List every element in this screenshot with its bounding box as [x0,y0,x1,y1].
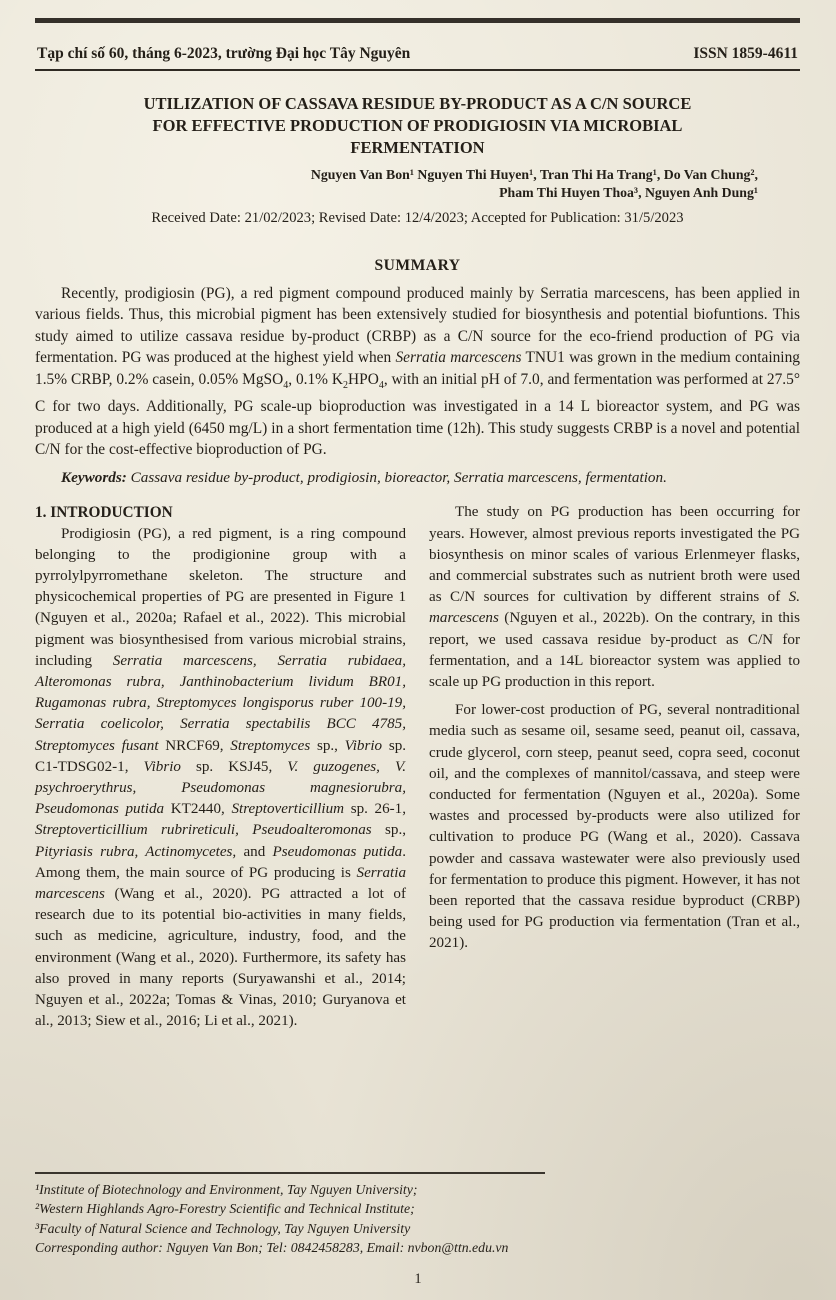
manuscript-dates: Received Date: 21/02/2023; Revised Date: 12/4/2023; Accepted for Publication: 31/5/2023 [151,210,684,226]
footnote-affiliation-3: ³Faculty of Natural Science and Technology, Tay Nguyen University [35,1220,411,1236]
summary-paragraph: Recently, prodigiosin (PG), a red pigment compound produced mainly by Serratia marcescens, has been applied in various fields. Thus, this microbial pigment has been extensively studied for biosynthesis and potential biofuntions. This study aimed to utilize cassava residue by-product (CRBP) as a C/N source for the eco-friend production of PG via fermentation. PG was produced at the highest yield when Serratia marcescens TNU1 was grown in the medium containing 1.5% CRBP, 0.2% casein, 0.05% MgSO$_4$, 0.1% $K_2HPO_4$, with an initial pH of 7.0, and fermentation was performed at 27.5° C for two days. Additionally, PG scale-up bioproduction was investigated in a 14 L bioreactor system, and PG was produced at a high yield (6450 mg/L) in a short fermentation time (12h). This study suggests CRBP is a novel and potential C/N for the cost-effective bioproduction of PG. [35,285,800,458]
top-rule [35,18,800,23]
footnote-rule [35,1172,545,1174]
left-column [35,502,406,1039]
page-number: 1 [414,1271,422,1287]
right-column [429,502,800,1039]
footnote-affiliation-1: ¹Institute of Biotechnology and Environment, Tay Nguyen University; [35,1181,418,1197]
article-title-line-3: FERMENTATION [350,138,485,157]
authors-line-2: Pham Thi Huyen Thoa³, Nguyen Anh Dung¹ [499,185,758,200]
journal-masthead [35,31,800,71]
summary-heading: SUMMARY [374,257,461,274]
footnote-corresponding-author: Corresponding author: Nguyen Van Bon; Tel: 0842458283, Email: nvbon@ttn.edu.vn [35,1240,509,1256]
article-title-line-2: FOR EFFECTIVE PRODUCTION OF PRODIGIOSIN VIA MICROBIAL [152,116,683,135]
introduction-paragraph-3: For lower-cost production of PG, several nontraditional media such as sesame oil, sesame seed, peanut oil, cassava, crude glycerol, corn steep, peanut seed, copra seed, coconut oil, and the complexes of mannitol/cassava, and steep were conducted for fermentation (Nguyen et al., 2020a). Some wastes and processed by-products were also utilized for cultivation to produce PG (Wang et al., 2020). Cassava powder and cassava wastewater were also previously used for fermentation to produce this pigment. However, it has not been reported that the cassava residue byproduct (CRBP) being used for PG production via fermentation (Tran et al., 2021). [429,702,800,952]
issn-number: ISSN 1859-4611 [693,45,798,62]
section-heading-introduction: 1. INTRODUCTION [35,504,173,522]
authors-line-1: Nguyen Van Bon¹ Nguyen Thi Huyen¹, Tran Thi Ha Trang¹, Do Van Chung², [310,167,758,182]
introduction-paragraph-2: The study on PG production has been occurring for years. However, almost previous reports investigated the PG biosynthesis on minor scales of various Erlenmeyer flasks, and commercial substrates such as nutrient broth were used as C/N sources for cultivation by different strains of S. marcescens (Nguyen et al., 2022b). On the contrary, in this report, we used cassava residue by-product as C/N for fermentation, and a 14L bioreactor system was applied to scale up PG production in this report. [429,504,800,690]
authors-block [35,166,800,202]
two-column-body [35,502,800,1039]
footnote-affiliation-2: ²Western Highlands Agro-Forestry Scientific and Technical Institute; [35,1201,415,1217]
article-title [35,93,800,159]
article-title-line-1: UTILIZATION OF CASSAVA RESIDUE BY-PRODUCT AS A C/N SOURCE [143,94,692,113]
keywords-line: Keywords: Cassava residue by-product, prodigiosin, bioreactor, Serratia marcescens, fermentation. [61,469,667,487]
introduction-paragraph-1: Prodigiosin (PG), a red pigment, is a ring compound belonging to the prodigionine group with a pyrrolylpyrromethane skeleton. The structure and physicochemical properties of PG are presented in Figure 1 (Nguyen et al., 2020a; Rafael et al., 2022). This microbial pigment was biosynthesised from various microbial strains, including Serratia marcescens, Serratia rubidaea, Alteromonas rubra, Janthinobacterium lividum BR01, Rugamonas rubra, Streptomyces longisporus ruber 100-19, Serratia coelicolor, Serratia spectabilis BCC 4785, Streptomyces fusant NRCF69, Streptomyces sp., Vibrio sp. C1-TDSG02-1, Vibrio sp. KSJ45, V. guzogenes, V. psychroerythrus, Pseudomonas magnesiorubra, Pseudomonas putida KT2440, Streptoverticillium sp. 26-1, Streptoverticillium rubrireticuli, Pseudoalteromonas sp., Pityriasis rubra, Actinomycetes, and Pseudomonas putida. Among them, the main source of PG producing is Serratia marcescens (Wang et al., 2020). PG attracted a lot of research due to its potential bio-activities in many fields, such as medicine, agriculture, industry, food, and the environment (Wang et al., 2020). Furthermore, its safety has also proved in many reports (Suryawanshi et al., 2014; Nguyen et al., 2022a; Tomas & Vinas, 2010; Guryanova et al., 2013; Siew et al., 2016; Li et al., 2021). [35,525,407,1030]
journal-issue-info: Tạp chí số 60, tháng 6-2023, trường Đại học Tây Nguyên [37,45,411,62]
footnotes-block [35,1172,800,1258]
